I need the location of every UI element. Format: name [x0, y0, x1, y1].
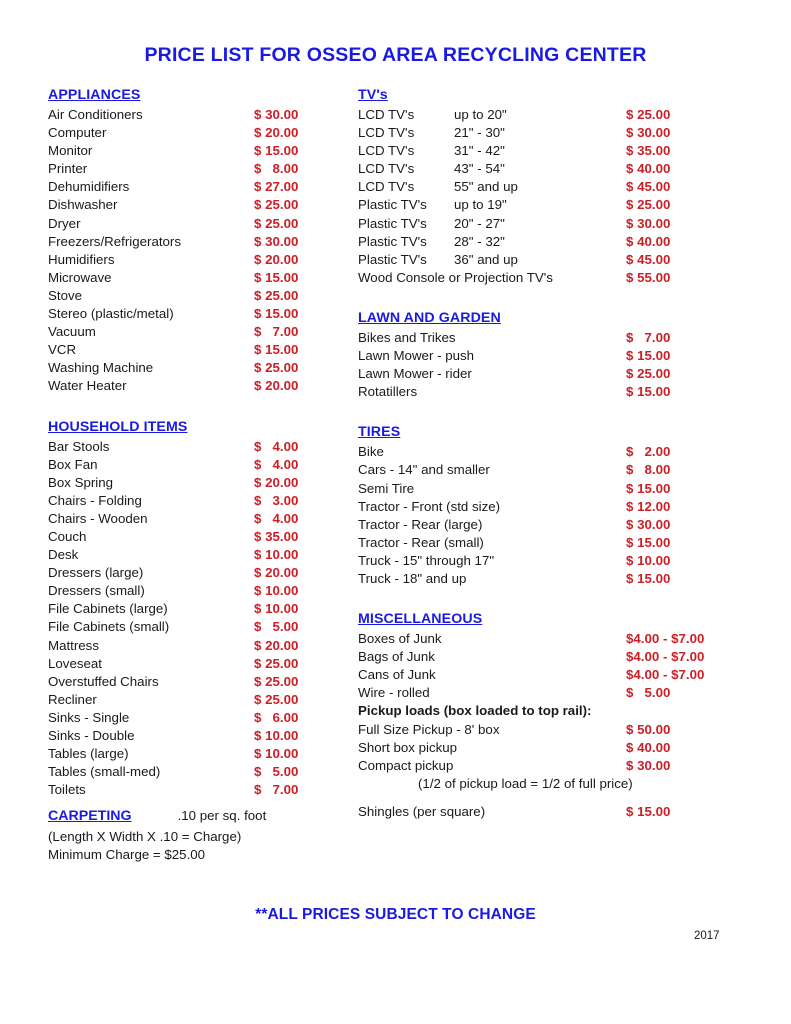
item-label: Printer — [48, 161, 88, 177]
item-price: $ 15.00 — [254, 342, 299, 358]
item-label: Plastic TV's — [358, 251, 427, 267]
item-price: $ 20.00 — [254, 378, 299, 394]
list-item — [48, 528, 338, 546]
item-label: Microwave — [48, 269, 112, 285]
item-price: $ 27.00 — [254, 179, 299, 195]
item-label: Tables (small-med) — [48, 764, 161, 780]
list-item — [48, 359, 338, 377]
item-label: File Cabinets (small) — [48, 619, 170, 635]
list-item — [48, 546, 338, 564]
item-label: LCD TV's — [358, 179, 415, 195]
list-item — [48, 582, 338, 600]
list-item — [48, 655, 338, 673]
item-label: Dehumidifiers — [48, 179, 130, 195]
item-price: $ 35.00 — [254, 528, 299, 544]
item-size: up to 20" — [454, 107, 507, 122]
item-price: $ 25.00 — [626, 197, 671, 213]
list-item — [48, 178, 338, 196]
left-column — [48, 86, 338, 799]
section-heading-lawn-and-garden: LAWN AND GARDEN — [358, 309, 501, 326]
item-size: 20" - 27" — [454, 215, 505, 231]
list-item — [48, 269, 338, 287]
pickup-loads-heading: Pickup loads (box loaded to top rail): — [358, 703, 592, 719]
list-item — [358, 106, 738, 124]
item-price: $ 20.00 — [254, 251, 299, 267]
list-item — [358, 215, 738, 233]
item-label: Shingles (per square) — [358, 803, 486, 819]
item-size: 31" - 42" — [454, 143, 505, 159]
item-label: Dishwasher — [48, 197, 118, 213]
item-label: Tractor - Front (std size) — [358, 498, 501, 514]
list-item — [48, 691, 338, 709]
item-label: Box Fan — [48, 456, 98, 472]
section-spacer — [358, 401, 738, 423]
list-item — [358, 721, 738, 739]
item-label: Compact pickup — [358, 757, 454, 773]
item-label: Couch — [48, 528, 87, 544]
item-label: Dryer — [48, 215, 81, 231]
item-label: LCD TV's — [358, 107, 415, 122]
item-label: LCD TV's — [358, 161, 415, 177]
item-label: Water Heater — [48, 378, 127, 394]
item-label: VCR — [48, 342, 77, 358]
item-label: Air Conditioners — [48, 107, 143, 122]
item-label: Rotatillers — [358, 384, 418, 400]
item-label: Chairs - Wooden — [48, 510, 148, 526]
item-price: $ 40.00 — [626, 739, 671, 755]
item-price: $ 10.00 — [254, 583, 299, 599]
item-price: $ 25.00 — [626, 366, 671, 382]
item-price: $ 25.00 — [254, 197, 299, 213]
item-price: $ 15.00 — [626, 803, 671, 819]
list-item — [358, 233, 738, 251]
item-price: $ 7.00 — [254, 324, 299, 340]
item-price: $ 30.00 — [626, 757, 671, 773]
list-item — [48, 456, 338, 474]
list-item — [358, 365, 738, 383]
section-spacer — [358, 588, 738, 610]
list-item — [48, 781, 338, 799]
item-price: $ 25.00 — [254, 673, 299, 689]
item-price: $ 15.00 — [254, 306, 299, 322]
item-price: $ 12.00 — [626, 498, 671, 514]
carpeting-minimum-charge: Minimum Charge = $25.00 — [48, 847, 206, 863]
item-label: LCD TV's — [358, 143, 415, 159]
item-label: Tables (large) — [48, 746, 129, 762]
item-label: Plastic TV's — [358, 215, 427, 231]
list-item — [48, 564, 338, 582]
item-label: Bikes and Trikes — [358, 329, 456, 345]
list-item — [358, 347, 738, 365]
item-price: $ 4.00 — [254, 510, 299, 526]
item-price: $ 10.00 — [254, 601, 299, 617]
item-label: Boxes of Junk — [358, 631, 442, 647]
section-tires — [358, 423, 738, 588]
item-price: $ 15.00 — [626, 348, 671, 364]
item-price: $ 4.00 — [254, 456, 299, 472]
list-item — [358, 269, 738, 287]
item-price: $ 6.00 — [254, 709, 299, 725]
list-item — [48, 763, 338, 781]
item-price: $ 20.00 — [254, 474, 299, 490]
item-label: Desk — [48, 547, 79, 563]
list-item — [358, 552, 738, 570]
item-price: $ 25.00 — [626, 107, 671, 122]
item-price: $ 30.00 — [626, 516, 671, 532]
item-label: Chairs - Folding — [48, 492, 142, 508]
item-label: Mattress — [48, 637, 99, 653]
item-label: Stove — [48, 287, 83, 303]
list-item — [358, 739, 738, 757]
list-item — [48, 196, 338, 214]
section-household-items — [48, 418, 338, 800]
item-price: $ 30.00 — [626, 215, 671, 231]
list-item — [48, 709, 338, 727]
list-item — [48, 637, 338, 655]
list-item — [358, 757, 738, 775]
prices-subject-to-change-note: **ALL PRICES SUBJECT TO CHANGE — [255, 906, 536, 923]
item-price: $ 15.00 — [626, 534, 671, 550]
item-label: Dressers (large) — [48, 565, 144, 581]
list-item — [358, 684, 738, 702]
list-item — [48, 474, 338, 492]
item-label: Truck - 18" and up — [358, 570, 467, 586]
list-item — [358, 648, 738, 666]
list-item — [48, 287, 338, 305]
item-price: $ 25.00 — [254, 655, 299, 671]
list-item — [48, 251, 338, 269]
carpeting-rate: .10 per sq. foot — [177, 808, 267, 823]
item-label: Lawn Mower - push — [358, 348, 475, 364]
list-item — [358, 178, 738, 196]
item-price: $ 45.00 — [626, 179, 671, 195]
item-label: Wire - rolled — [358, 685, 430, 701]
list-item — [48, 106, 338, 124]
item-label: Plastic TV's — [358, 233, 427, 249]
section-spacer — [48, 396, 338, 418]
item-price: $ 25.00 — [254, 691, 299, 707]
right-column — [358, 86, 738, 821]
item-size: 43" - 54" — [454, 161, 505, 177]
section-appliances — [48, 86, 338, 396]
item-size: 21" - 30" — [454, 125, 505, 141]
item-price: $ 30.00 — [626, 125, 671, 141]
item-price: $ 15.00 — [254, 269, 299, 285]
item-label: Freezers/Refrigerators — [48, 233, 182, 249]
item-price: $ 5.00 — [254, 619, 299, 635]
list-item — [358, 124, 738, 142]
section-lawn-and-garden — [358, 309, 738, 401]
list-item — [358, 630, 738, 648]
item-price: $ 45.00 — [626, 251, 671, 267]
item-price: $ 4.00 — [254, 438, 299, 454]
item-label: Short box pickup — [358, 739, 458, 755]
list-item — [358, 251, 738, 269]
section-tvs — [358, 86, 738, 287]
item-size: 36" and up — [454, 251, 518, 267]
item-label: Tractor - Rear (large) — [358, 516, 483, 532]
list-item — [48, 745, 338, 763]
item-price: $4.00 - $7.00 — [626, 631, 705, 647]
item-price: $ 3.00 — [254, 492, 299, 508]
list-item — [358, 534, 738, 552]
item-price: $ 20.00 — [254, 125, 299, 141]
item-label: Overstuffed Chairs — [48, 673, 159, 689]
list-item — [48, 124, 338, 142]
item-label: Bags of Junk — [358, 649, 435, 665]
item-label: Cars - 14" and smaller — [358, 462, 490, 478]
item-label: Wood Console or Projection TV's — [358, 269, 553, 285]
item-price: $ 35.00 — [626, 143, 671, 159]
item-label: Vacuum — [48, 324, 96, 340]
item-label: LCD TV's — [358, 125, 415, 141]
item-label: Box Spring — [48, 474, 114, 490]
item-price: $4.00 - $7.00 — [626, 667, 705, 683]
item-label: Plastic TV's — [358, 197, 427, 213]
item-label: Loveseat — [48, 655, 102, 671]
list-item — [358, 461, 738, 479]
list-item — [48, 600, 338, 618]
item-label: Washing Machine — [48, 360, 154, 376]
list-item — [358, 160, 738, 178]
list-item — [358, 383, 738, 401]
item-price: $ 25.00 — [254, 215, 299, 231]
item-price: $ 25.00 — [254, 287, 299, 303]
item-size: 55" and up — [454, 179, 518, 195]
item-label: Humidifiers — [48, 251, 115, 267]
item-label: Semi Tire — [358, 480, 415, 496]
list-item — [358, 516, 738, 534]
list-item — [358, 803, 738, 821]
list-item — [48, 673, 338, 691]
item-price: $ 5.00 — [254, 764, 299, 780]
list-item — [48, 233, 338, 251]
item-price: $ 20.00 — [254, 565, 299, 581]
document-year: 2017 — [694, 930, 720, 942]
item-price: $ 2.00 — [626, 444, 671, 460]
section-heading-tires: TIRES — [358, 424, 401, 441]
item-price: $ 5.00 — [626, 685, 671, 701]
item-price: $ 15.00 — [254, 143, 299, 159]
item-label: Toilets — [48, 782, 86, 798]
list-item — [358, 570, 738, 588]
item-label: Cans of Junk — [358, 667, 436, 683]
item-size: up to 19" — [454, 197, 507, 213]
list-item — [48, 510, 338, 528]
row-spacer — [358, 793, 738, 803]
list-item — [358, 196, 738, 214]
list-item — [48, 727, 338, 745]
item-price: $4.00 - $7.00 — [626, 649, 705, 665]
list-item — [48, 215, 338, 233]
item-label: Truck - 15" through 17" — [358, 552, 495, 568]
item-label: Full Size Pickup - 8' box — [358, 721, 500, 737]
item-price: $ 55.00 — [626, 269, 671, 285]
list-item — [358, 666, 738, 684]
list-item — [358, 480, 738, 498]
item-label: Lawn Mower - rider — [358, 366, 472, 382]
section-heading-tvs: TV's — [358, 87, 388, 103]
item-price: $ 40.00 — [626, 233, 671, 249]
list-item — [358, 498, 738, 516]
list-item — [48, 438, 338, 456]
item-price: $ 30.00 — [254, 233, 299, 249]
item-price: $ 7.00 — [626, 329, 671, 345]
page-title: PRICE LIST FOR OSSEO AREA RECYCLING CENTER — [144, 44, 647, 66]
item-price: $ 15.00 — [626, 384, 671, 400]
list-item — [358, 142, 738, 160]
item-price: $ 10.00 — [626, 552, 671, 568]
item-label: Dressers (small) — [48, 583, 145, 599]
item-price: $ 15.00 — [626, 570, 671, 586]
item-label: Sinks - Single — [48, 709, 130, 725]
item-price: $ 7.00 — [254, 782, 299, 798]
item-size: 28" - 32" — [454, 233, 505, 249]
item-label: File Cabinets (large) — [48, 601, 168, 617]
list-item — [358, 329, 738, 347]
section-miscellaneous — [358, 610, 738, 821]
item-price: $ 50.00 — [626, 721, 671, 737]
list-item — [48, 618, 338, 636]
item-price: $ 25.00 — [254, 360, 299, 376]
item-label: Recliner — [48, 691, 97, 707]
item-label: Monitor — [48, 143, 93, 159]
item-price: $ 30.00 — [254, 107, 299, 122]
item-price: $ 8.00 — [626, 462, 671, 478]
pickup-half-load-note: (1/2 of pickup load = 1/2 of full price) — [418, 775, 633, 791]
section-heading-carpeting: CARPETING — [48, 808, 132, 824]
item-price: $ 15.00 — [626, 480, 671, 496]
list-item — [48, 341, 338, 359]
item-price: $ 10.00 — [254, 547, 299, 563]
list-item — [48, 492, 338, 510]
list-item — [48, 305, 338, 323]
item-label: Stereo (plastic/metal) — [48, 306, 174, 322]
list-item — [48, 142, 338, 160]
section-spacer — [358, 287, 738, 309]
list-item — [48, 160, 338, 178]
item-price: $ 10.00 — [254, 746, 299, 762]
item-label: Tractor - Rear (small) — [358, 534, 484, 550]
item-price: $ 8.00 — [254, 161, 299, 177]
list-item — [358, 443, 738, 461]
item-price: $ 20.00 — [254, 637, 299, 653]
list-item — [48, 323, 338, 341]
item-label: Computer — [48, 125, 107, 141]
section-heading-miscellaneous: MISCELLANEOUS — [358, 611, 483, 628]
item-price: $ 10.00 — [254, 728, 299, 743]
item-label: Bike — [358, 444, 384, 460]
item-price: $ 40.00 — [626, 161, 671, 177]
carpeting-formula: (Length X Width X .10 = Charge) — [48, 829, 242, 844]
item-label: Bar Stools — [48, 438, 110, 454]
section-heading-household-items: HOUSEHOLD ITEMS — [48, 418, 188, 435]
section-heading-appliances: APPLIANCES — [48, 87, 141, 103]
item-label: Sinks - Double — [48, 728, 135, 743]
list-item — [48, 377, 338, 395]
